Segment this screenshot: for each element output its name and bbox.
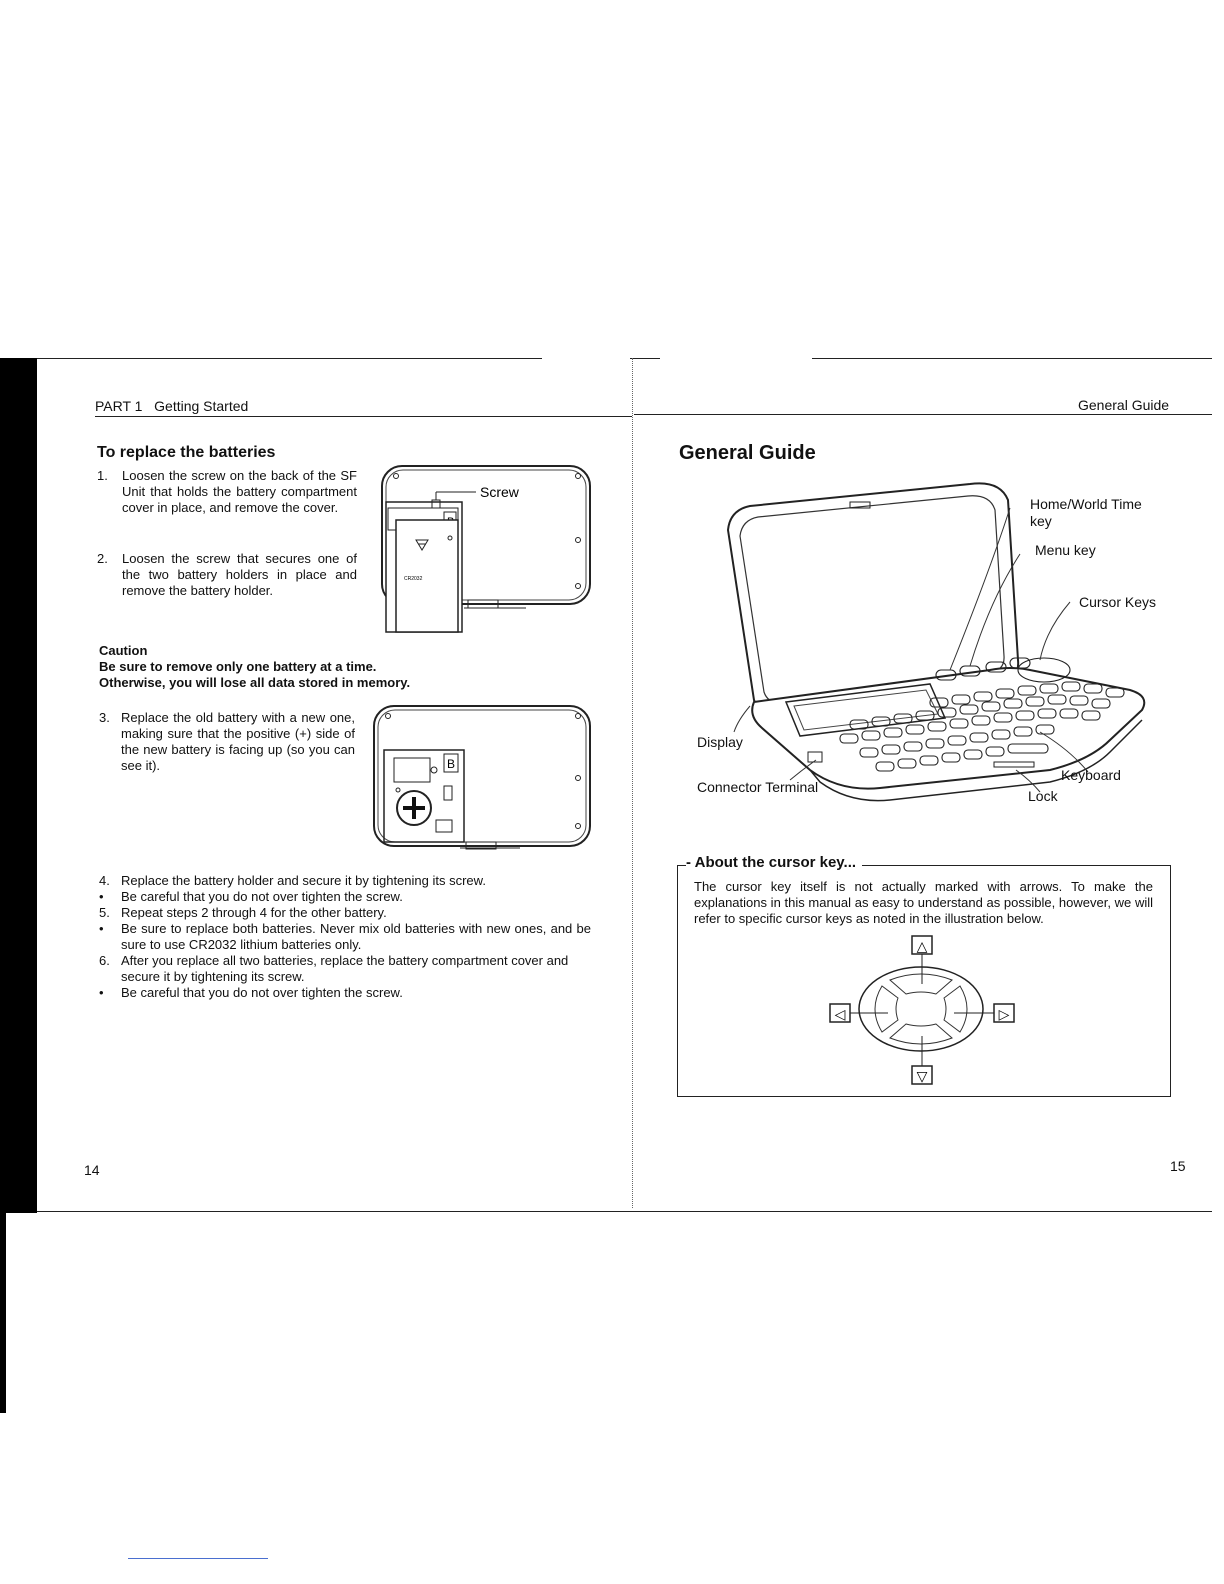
box-title-text: About the cursor key... [694,854,857,871]
list-marker: 6. [99,953,110,968]
list-marker: 4. [99,873,110,888]
screw-label: Screw [480,484,519,500]
list-marker: 5. [99,905,110,920]
scan-left-strip [0,1213,6,1413]
label-display: Display [697,734,743,750]
step-number: 1. [97,468,108,483]
list-text: Be careful that you do not over tighten the screw. [121,889,403,904]
bottom-link-line [128,1558,268,1559]
page-number-right: 15 [1170,1158,1186,1174]
cursor-right-icon: ▷ [998,1007,1010,1023]
part-label: PART 1 [95,398,143,414]
step-2 [97,551,357,606]
center-divider [632,358,633,1208]
battery-figure-1 [376,462,596,637]
device-illustration [690,470,1210,810]
svg-text:B: B [447,757,456,771]
cursor-up-icon: △ [916,939,928,955]
page-number-left: 14 [84,1162,100,1178]
step-1 [97,468,357,538]
step-text: Loosen the screw on the back of the SF Unit that holds the battery compartment cover in place, and remove the cover. [122,468,357,515]
caution-line-2: Otherwise, you will lose all data stored in memory. [99,675,411,690]
label-home-key: key [1030,513,1052,529]
list-text: After you replace all two batteries, replace the battery compartment cover and secure it by tightening its screw. [121,953,569,984]
list-text: Be careful that you do not over tighten the screw. [121,985,403,1000]
list-marker: • [99,889,104,904]
label-connector-terminal: Connector Terminal [697,779,819,795]
cursor-down-icon: ▽ [916,1069,928,1085]
left-heading: To replace the batteries [97,444,276,461]
list-marker: • [99,985,104,1000]
top-rule-right [812,358,1212,359]
list-text: Repeat steps 2 through 4 for the other battery. [121,905,387,920]
right-heading: General Guide [679,442,816,464]
list-marker: • [99,921,104,936]
scan-left-edge [0,358,37,1213]
right-header: General Guide [1078,397,1170,413]
top-rule-left [37,358,542,359]
cursor-key-diagram [818,932,1024,1088]
top-rule-mid [630,358,660,359]
label-cursor-keys: Cursor Keys [1079,594,1157,610]
list-text: Replace the battery holder and secure it by tightening its screw. [121,873,486,888]
right-header-rule [634,414,1212,415]
battery-figure-2 [370,702,596,854]
label-menu-key: Menu key [1035,542,1096,558]
label-home-world-time: Home/World Time [1030,496,1142,512]
step-text: Loosen the screw that secures one of the two battery holders in place and remove the battery holder. [122,551,357,598]
bottom-rule [37,1211,1212,1212]
left-header-rule [95,416,632,417]
box-title-dash: - [686,854,695,871]
step-text: Replace the old battery with a new one, making sure that the positive (+) side of the new battery is facing up (so you can see it). [121,710,355,773]
caution-line-1: Be sure to remove only one battery at a time. [99,659,377,674]
section-label: Getting Started [154,398,249,414]
step-3 [99,710,357,780]
cursor-key-box-title [686,854,862,871]
caution-title: Caution [99,643,148,658]
cursor-key-box-text: The cursor key itself is not actually marked with arrows. To make the explanations in this manual as easy to understand as possible, however, we will refer to specific cursor keys as noted in the illustration below. [694,879,1153,926]
label-keyboard: Keyboard [1061,767,1121,783]
step-number: 2. [97,551,108,566]
svg-text:CR2032: CR2032 [404,576,423,582]
list-text: Be sure to replace both batteries. Never mix old batteries with new ones, and be sure to use CR2032 lithium batteries only. [121,921,591,952]
label-lock: Lock [1028,788,1058,804]
cursor-left-icon: ◁ [834,1007,846,1023]
step-number: 3. [99,710,110,725]
left-header [95,398,248,414]
instruction-list [99,873,594,1013]
